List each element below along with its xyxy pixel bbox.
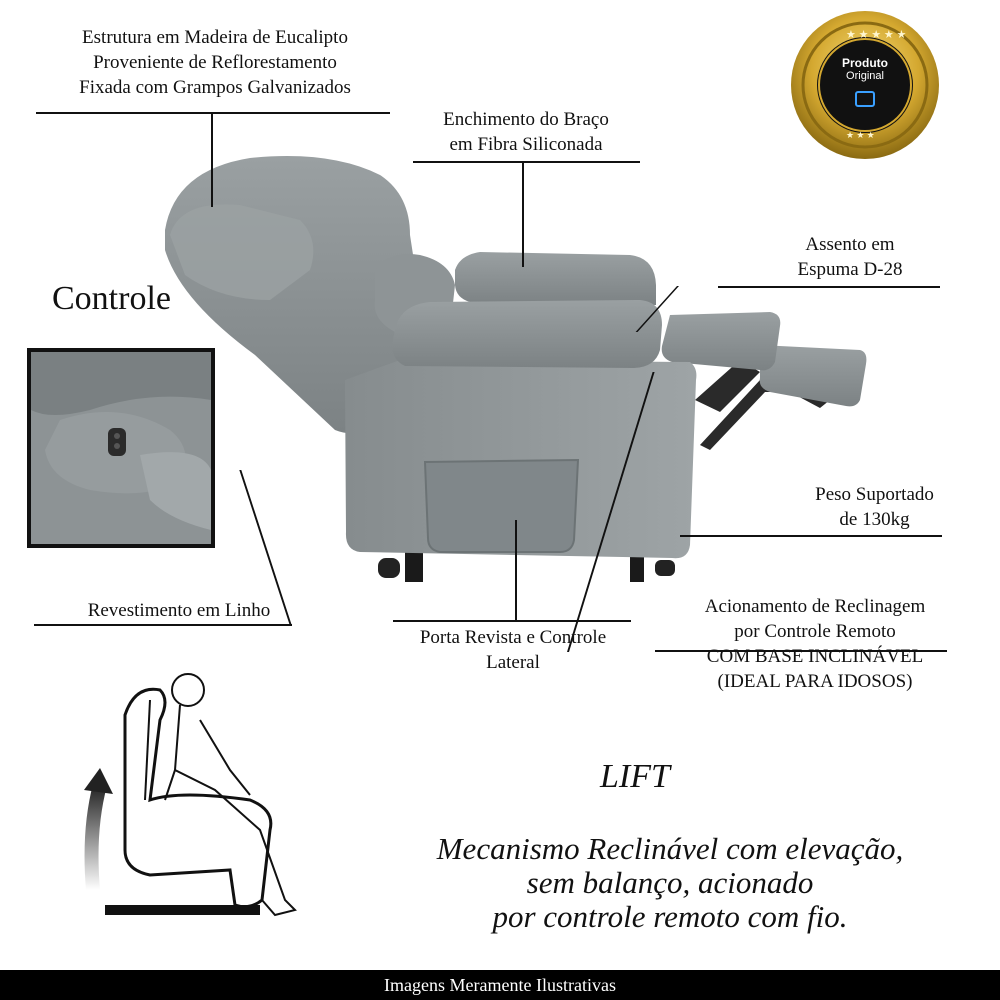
lift-diagram [84,674,295,915]
seal-text [828,57,902,83]
leader-estrutura-v [211,112,213,207]
label-acionamento-line2: por Controle Remoto [734,621,896,642]
label-estrutura [40,25,390,100]
label-peso-line2: de 130kg [839,509,910,530]
label-porta-line1: Porta Revista e Controle [419,627,607,648]
footer-disclaimer: Imagens Meramente Ilustrativas [0,970,1000,1000]
label-assento-line2: Espuma D-28 [797,259,903,280]
front-armrest [392,300,662,368]
control-inset [29,350,213,546]
label-peso-line1: Peso Suportado [815,484,934,505]
svg-text:★ ★ ★ ★ ★: ★ ★ ★ ★ ★ [846,29,907,41]
magazine-pocket [425,460,578,552]
leader-peso-h [680,535,942,537]
leader-porta-h [393,620,631,622]
label-peso [792,482,957,532]
seal-line1: Produto [842,56,888,70]
label-acionamento-line1: Acionamento de Reclinagem [704,596,926,617]
label-revestimento: Revestimento em Linho [87,600,271,621]
label-acionamento-line3: COM BASE INCLINÁVEL [706,646,924,667]
label-assento [785,232,915,282]
label-assento-line1: Assento em [805,234,895,255]
label-enchimento-line2: em Fibra Siliconada [449,134,603,155]
recliner-chair [165,156,866,582]
seal-line2: Original [846,70,884,82]
label-porta [388,625,638,675]
lift-description-line2: sem balanço, acionado [526,865,814,900]
leader-estrutura-h [36,112,390,114]
svg-text:★ ★ ★: ★ ★ ★ [846,130,875,140]
chair-wheel [378,558,400,578]
label-enchimento-line1: Enchimento do Braço [443,109,609,130]
leader-assento-h [718,286,940,288]
label-estrutura-line1: Estrutura em Madeira de Eucalipto [82,27,348,48]
label-acionamento-line4: (IDEAL PARA IDOSOS) [717,671,913,692]
leader-revestimento-h [34,624,292,626]
leader-enchimento-v [522,161,524,267]
original-product-seal [791,11,939,159]
label-controle: Controle [52,280,171,317]
label-acionamento [670,594,960,694]
lift-description-line1: Mecanismo Reclinável com elevação, [436,831,904,866]
leg-rest [662,312,781,370]
lift-title: LIFT [600,758,670,795]
remote-control [108,428,126,456]
label-porta-line2: Lateral [486,652,540,673]
leader-enchimento-h [413,161,640,163]
leader-porta-v [515,520,517,620]
lift-description [380,832,960,934]
label-estrutura-line2: Proveniente de Reflorestamento [93,52,337,73]
back-armrest [455,252,656,305]
label-estrutura-line3: Fixada com Grampos Galvanizados [79,77,351,98]
label-enchimento [414,107,638,157]
lift-description-line3: por controle remoto com fio. [492,899,848,934]
